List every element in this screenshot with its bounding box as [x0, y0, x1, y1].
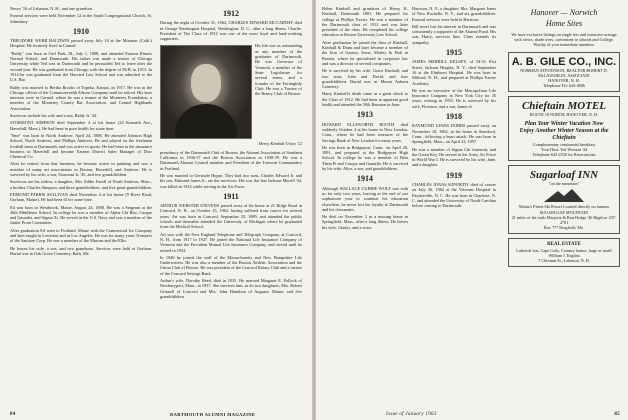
sugarloaf-name: Sugarloaf INN: [529, 169, 599, 182]
obit-text: Harry Kimball's death came as a great shock to the Class of 1912. He had been in apparent good health and attended the 50th Reunion in June.: [322, 91, 408, 108]
class-year-heading: 1914: [357, 174, 373, 184]
real-estate-description: Lakeside lots, Cape Cods, Country homes, large or small: [516, 247, 612, 253]
obit-text: THEODORE WEBB BALDWIN passed away July 18 at the Miramar (Calif.) Hospital. He formerly lived in Carmel.: [10, 38, 152, 49]
gile-company-name: A. B. GILE CO., INC.: [511, 55, 617, 68]
obit-text: HOWARD ELLSWORTH BOOTH died suddenly October 4 at his home in New London, Conn., where he had been treasurer of the Savings Bank of New London for many years.: [322, 121, 408, 143]
class-year-heading: 1918: [446, 112, 462, 122]
obit-text: Bill never lost his interest in Dartmouth and was consistently a supporter of the Alumni Fund. His son, Harry, survives him. Class extends its sympathy.: [412, 23, 496, 45]
chieftain-note: Complimentary continental breakfast: [532, 141, 596, 147]
class-year-heading: 1919: [446, 170, 462, 180]
obit-text: Funeral services were held November 12 in the South Congregational Church, St. Johnsbury.: [10, 13, 152, 24]
obit-text: RAYMOND LEWIS DOBBS passed away on November 18, 1962, in his home in Stamford, Conn., following a heart attack. He was born in Springfield, Mass., on April 22, 1897.: [412, 123, 496, 145]
issue-date: Issue of January 1963: [386, 412, 437, 417]
left-page: [0, 0, 312, 420]
obit-text: Baldy was married to Bertha Brooks of Topeka, Kansas, in 1917. He was in the Chicago offices of the Commonwealth Edison Company until he retired. His later interests were in Carmel, where he was a trustee of the Monterey Foundation, a member of the Monterey County Bar Association, and Carmel Highlands Association.: [10, 84, 152, 111]
gile-phone: Telephone Tel: 643-4006: [543, 83, 585, 89]
chieftain-tagline: Plan Your Winter Vacation Now: [524, 120, 604, 127]
left-column-1: [10, 6, 152, 258]
chieftain-location: ROUTE 10 NORTH, HANOVER, N. H.: [529, 112, 599, 118]
obit-text: Art was with the New England Telephone and Telegraph Company, at Concord, N. H., from 1917 to 1927. He joined the National Life Insurance Company of Vermont and the Provident Mutual Life Insurance Company, and served until he retired in 1954.: [160, 231, 302, 253]
real-estate-ad: [508, 238, 620, 267]
obit-text: STORMONT SIMPSON died September 4 at his home (24 Kenneth Ave., Haverhill, Mass.). He had been in poor health for some time.: [10, 120, 152, 131]
sugarloaf-ad: [508, 165, 620, 234]
class-year-heading: 1913: [357, 110, 373, 120]
chieftain-phone: Telephone 643-2550 for Reservations: [532, 152, 596, 158]
obit-text: Ed was born in Westbrook, Maine, August 24, 1888. He was a Sergeant at the 26th Middlesex School. In college he was a member of Alpha Chi Rho, Casque and Gauntlet, and Sigma Xi. He served in the U.S. Navy and was a member of the Junior Prom Committee.: [10, 204, 152, 226]
obit-text: After graduation Ed went to Portland, Maine with the Commercial Ice Company and later taught in Lewiston and in Los Angeles. He was for many years Treasurer of the Sanitary Corp. He was a member of the Masons and the Elks.: [10, 227, 152, 244]
obit-text: EDMOND FARRIS SULLIVAN died November 4 at his home (9 River Road, Gorham, Maine). He had been ill for some time.: [10, 191, 152, 203]
obit-text: His life was as outstanding as any member of the graduates of Dartmouth. He was Governor of Vermont, a member of the State Legislature for several terms, and a founder of the Fortnightly Club. He was a Trustee of the Rotary Club of Boston.: [255, 43, 302, 97]
class-year-heading: 1911: [223, 191, 239, 201]
obit-text: He was an executive of the Metropolitan Life Insurance Company in New York City for 35 years, retiring in 1955. He is survived by his wife, Florence, and a son, James Jr.: [412, 87, 496, 109]
right-column-1: [322, 6, 408, 232]
real-estate-title: REAL ESTATE: [547, 242, 581, 248]
magazine-name: DARTMOUTH ALUMNI MAGAZINE: [170, 412, 256, 417]
gile-people: NORMAN STEVENSON, REALTOR ROBERT D. McLAUGHLIN, ASSOCIATE: [520, 67, 608, 78]
sugarloaf-detail: 21 miles of ski trails Marjorie & Bart Hodge '46 Bigelow 237-2701: [511, 214, 617, 226]
advertisements-column: [500, 0, 628, 420]
obit-text: Survivors are his widow, a daughter, Mrs. Eddie Favell of North Andover, Mass., a brother, Charles Simpson, and three grandchildren, and five great-grandchildren.: [10, 179, 152, 190]
obit-text: He is survived by his wife, Grace Kimball, and two sons, John and David, and four grandchildren. Burial was in Mount Auburn Cemetery.: [322, 68, 408, 90]
sugarloaf-address: Box 777 Kingfield, Me.: [543, 225, 585, 231]
obit-text: CHARLES JONAS KENNEDY died of cancer on July 26, 1962 at the Veterans Hospital in Fayetteville, N. C. He was born in Charlotte, N. C. and attended the University of North Carolina before coming to Dartmouth.: [412, 182, 496, 209]
obit-text: Harrison, N. Y., a daughter, Mrs. Margaret Jones of New Rochelle, N. Y., and six grandchildren. Funeral services were held in Harrison.: [412, 6, 496, 22]
portrait-photo: [160, 45, 252, 139]
page-number: 84: [10, 412, 16, 417]
chieftain-contact: Your Host: Ted Wrestan '44: [540, 146, 588, 152]
obit-text: Helen Kimball and grandson of Henry K. Kimball, Dartmouth 1881. He prepared for college at Phillips Exeter. He was a member of the Dartmouth class of 1912 and was later president of the class. He completed his college education at Boston University Law School.: [322, 6, 408, 38]
obit-text: Nesvy '16 of Lebanon, N. H.; and one grandson.: [10, 6, 94, 11]
ad-subheading: Home Sites: [545, 19, 583, 28]
obit-text: He died on November 2 in a nursing home in Springfield, Mass., after a long illness. He leaves his wife, Gladys, and a sister.: [322, 214, 408, 230]
page-number: 85: [614, 412, 620, 417]
mountain-icon: [544, 188, 584, 202]
obit-text: After graduation he joined the firm of Kimball, Kimball & Dunn and later became a member of the firm of Gaston, Snow, Motley & Holt in Boston, where he specialized in corporate law and was a director of several companies.: [322, 39, 408, 66]
class-year-heading: 1912: [223, 9, 239, 18]
sugarloaf-description: Maine's Finest Ski Resort Located directly on famous SUGARLOAF MOUNTAIN: [519, 204, 609, 215]
obit-text: He was married to Gertrude Hopps. They had two sons, Charles Edward Jr. and his son, Edmund James Jr., are the survivors. His son, the late Jackson Merrill '44, was killed in 1943 while serving in the Air Force.: [160, 172, 302, 189]
obit-text: He was born in Bridgeport, Conn., on April 20, 1891, and prepared at the Bridgeport High School. In college he was a member of Beta Theta Pi and Casque and Gauntlet. He is survived by his wife, Alice, a son, and grandchildren.: [322, 144, 408, 172]
photo-caption: Henry Kimball Urion '12: [258, 141, 302, 147]
obit-text: He was a member of Sigma Chi fraternity and the Green Key. He served in the Army Air Force in World War I. He is survived by his wife, Jane, and a daughter.: [412, 146, 496, 168]
ad-blurb: We have exclusive listings on single lots and extensive acreage with views, shade trees, convenient to schools and College. Worthy of your immediate attention.: [511, 32, 617, 48]
obit-text: Although WALLACE CURRIE WOLF was with us for only two years, leaving at the end of our sophomore year to continue his education elsewhere, he never lost his loyalty to Dartmouth and his classmates.: [322, 185, 408, 212]
gile-address: HANOVER, N. H.: [548, 78, 580, 84]
obit-text: "Baldy" was born in Owl Park, Ill., July 1, 1888, and attended Eastern Illinois Normal School, and Dartmouth. His father was made a trustee of Chicago University while Ted was in Dartmouth and he persuaded Ted to leave after the second year. He was graduated from Chicago with the degree of Ph.B. in 1913. In 1914 he was graduated from the Harvard Law School and was admitted to the U.S. Bar.: [10, 50, 152, 83]
chieftain-ad: [508, 96, 620, 161]
obit-text: Survivors include his wife and a son, Baldy Jr. '44.: [10, 113, 98, 119]
obit-text: presidency of the Dartmouth Club of Boston, the Alumni Association of Southern California in 1936-37 and the Boston Association in 1938-39. He was a Dartmouth Alumni Council member and President of the Tremont Commandery in Portland.: [160, 149, 302, 171]
right-column-2: [412, 6, 496, 211]
obit-text: Arthur's wife, Dorothy Reed, died in 1935. He married Margaret E. Pollock of Newburyport, Mass., in 1937. She survives him, as do two daughters, Mrs. Robert Grinnell of Concord and Mrs. John Hamilton of Augusta, Maine; and five grandchildren.: [160, 278, 302, 299]
obit-text: "Sme" was born in North Andover, April 24, 1888. He attended Johnson High School, North Andover, and Phillips Andover. He and played on the freshman football team at Dartmouth, and was active in sports. He had been in the insurance business in Haverhill and became Eastern District Sales Manager of Dow Chemical Co.: [10, 132, 152, 160]
obit-text: JAMES MERRILL KELSEY, of 54-51 81st Street, Jackson Heights, N. Y., died September 16 at the Elmhurst Hospital. He was born in Milford, N. H., and prepared at Phillips Exeter Academy.: [412, 59, 496, 86]
obit-text: He leaves his wife, a son, and two grandsons. Services were held at Gorham. Burial was in Oak Grove Cemetery, Bath, Me.: [10, 245, 152, 256]
chieftain-tagline-2: Enjoy Another Winter Season at the Chieftain: [519, 127, 609, 141]
chieftain-name: Chieftain MOTEL: [521, 100, 607, 113]
ad-heading: Hanover — Norwich: [530, 8, 598, 17]
real-estate-address: 7 Chestnut St., Lebanon, N. H.: [538, 258, 590, 264]
left-column-2: [160, 6, 302, 301]
obit-text: ARTHUR WEBSTER STEVENS passed away at his home at 21 Ridge Road in Concord, N. H., on October 15, 1962, having suffered from cancer for several years. Art was born in Concord, September 25, 1889, and attended the public schools and thereafter attended the University of Michigan where he graduated from the Medical School.: [160, 203, 302, 230]
gile-ad: [508, 52, 620, 93]
obit-text: In 1940 he joined the staff of the Massachusetts and New Hampshire Life Underwriters. He was also a member of the Boston Athletic Association and the Union Club of Boston. He was president of the Concord Rotary Club and a trustee of the Concord Savings Bank.: [160, 254, 302, 276]
obit-text: After he retired from that business, he became active in painting and was a member of many art associations in Boston, Haverhill, and Andover. He is survived by his wife, a son, Stormont Jr. '45, and two grandchildren.: [10, 161, 152, 178]
real-estate-agent: William J. English: [548, 252, 580, 258]
obit-text: During the night of October 31, 1962, CHARLES EDWARD MCCARTHY died in George Washington Hospital, Washington, D. C., after a long illness. Charlie, President of The Class of 1912 was one of the most loyal and hard-working supporters.: [160, 20, 302, 42]
sugarloaf-sub: "on the mountain": [548, 181, 580, 187]
class-year-heading: 1910: [73, 26, 89, 36]
class-year-heading: 1915: [446, 48, 462, 58]
